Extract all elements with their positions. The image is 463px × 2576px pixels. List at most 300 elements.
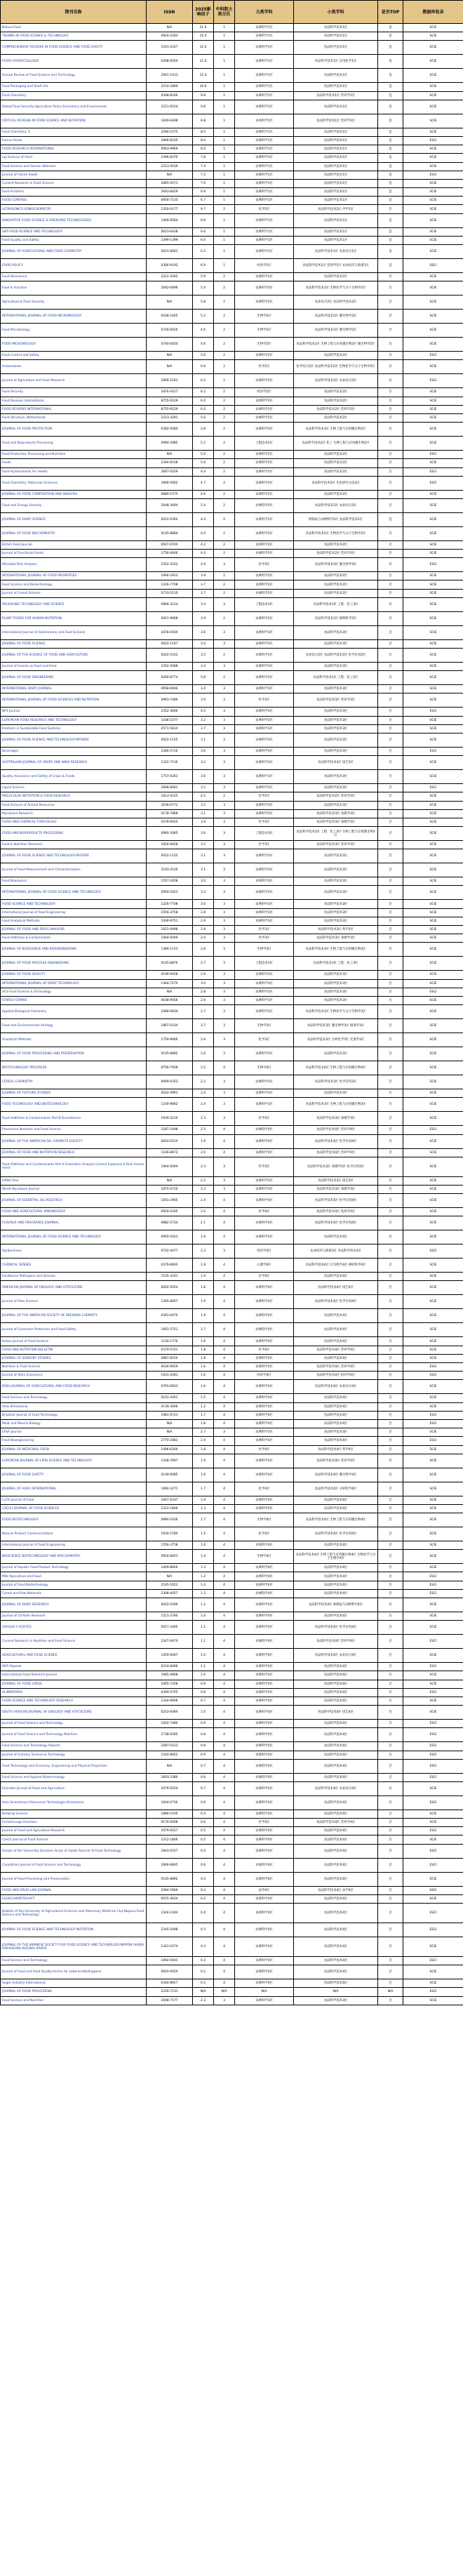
impact-factor-cell: 1.8 bbox=[193, 1281, 214, 1295]
subcategory-cell: 食品科学技术3区 bbox=[294, 685, 378, 693]
subcategory-cell: 食品科学技术1区 bbox=[294, 136, 378, 145]
table-row bbox=[1, 1005, 463, 1019]
journal-name-cell: ACS Food Science & Technology bbox=[1, 988, 147, 996]
issn-cell: 0149-6085 bbox=[147, 1468, 193, 1482]
top-flag-cell: 否 bbox=[378, 1923, 403, 1937]
quartile-cell: 4 bbox=[214, 1337, 235, 1346]
major-category-cell: 农林科学3区 bbox=[235, 1428, 294, 1437]
quartile-cell: 3 bbox=[214, 1033, 235, 1047]
database-cell: ESCI bbox=[403, 1126, 463, 1134]
major-category-cell: 农林科学3区 bbox=[235, 917, 294, 925]
database-cell: SCIE bbox=[403, 877, 463, 886]
major-category-cell: 农林科学3区 bbox=[235, 1185, 294, 1193]
top-flag-cell: 否 bbox=[378, 1827, 403, 1835]
quartile-cell: 2 bbox=[214, 374, 235, 388]
quartile-cell: 4 bbox=[214, 1572, 235, 1581]
quartile-cell: 4 bbox=[214, 1194, 235, 1208]
top-flag-cell: 否 bbox=[378, 1230, 403, 1244]
database-cell: ESCI bbox=[403, 1957, 463, 1965]
subcategory-cell: 食品科学技术1区 bbox=[294, 128, 378, 136]
subcategory-cell: 食品科学技术4区 bbox=[294, 1680, 378, 1688]
journal-name-cell: World Mycotoxin Journal bbox=[1, 1185, 147, 1193]
quartile-cell: 2 bbox=[214, 338, 235, 352]
major-category-cell: 农林科学4区 bbox=[235, 1844, 294, 1858]
major-category-cell: 农林科学4区 bbox=[235, 1126, 294, 1134]
quartile-cell: 2 bbox=[214, 360, 235, 374]
top-flag-cell: 否 bbox=[378, 1005, 403, 1019]
column-header-issn: ISSN bbox=[147, 1, 193, 24]
table-row bbox=[1, 388, 463, 397]
major-category-cell: 农林科学3区 bbox=[235, 863, 294, 877]
database-cell: SCIE bbox=[403, 625, 463, 639]
top-flag-cell: 否 bbox=[378, 1663, 403, 1671]
table-row bbox=[1, 1281, 463, 1295]
subcategory-cell: 食品科学技术1区 bbox=[294, 227, 378, 236]
quartile-cell: 4 bbox=[214, 1372, 235, 1380]
subcategory-cell: 食品科学技术4区 bbox=[294, 1589, 378, 1598]
top-flag-cell: 否 bbox=[378, 818, 403, 826]
impact-factor-cell: 4.2 bbox=[193, 540, 214, 549]
issn-cell: 2213-4530 bbox=[147, 162, 193, 171]
quartile-cell: 3 bbox=[214, 685, 235, 693]
quartile-cell: 2 bbox=[214, 526, 235, 540]
impact-factor-cell: 5.0 bbox=[193, 459, 214, 467]
quartile-cell: 2 bbox=[214, 476, 235, 490]
subcategory-cell: 食品科学技术2区 声学1区 bbox=[294, 205, 378, 213]
impact-factor-cell: 1.9 bbox=[193, 1273, 214, 1281]
subcategory-cell: 食品科学技术4区 营养学4区 bbox=[294, 1454, 378, 1468]
quartile-cell: 2 bbox=[214, 451, 235, 459]
top-flag-cell: 是 bbox=[378, 227, 403, 236]
table-row bbox=[1, 205, 463, 213]
database-cell: ESCI bbox=[403, 1923, 463, 1937]
top-flag-cell: 是 bbox=[378, 188, 403, 197]
top-flag-cell: 否 bbox=[378, 360, 403, 374]
issn-cell: 0278-6915 bbox=[147, 818, 193, 826]
subcategory-cell: 食品科学技术2区 营养学2区 bbox=[294, 405, 378, 413]
top-flag-cell: 否 bbox=[378, 1541, 403, 1550]
impact-factor-cell: 2.9 bbox=[193, 934, 214, 943]
subcategory-cell: 食品科学技术3区 bbox=[294, 1996, 378, 2005]
journal-name-cell: Frontiers in Sustainable Food Systems bbox=[1, 724, 147, 733]
quartile-cell: 4 bbox=[214, 1541, 235, 1550]
issn-cell: 8756-7938 bbox=[147, 1061, 193, 1075]
major-category-cell: 医学2区 bbox=[235, 360, 294, 374]
database-cell: SCIE bbox=[403, 809, 463, 818]
issn-cell: 0308-8146 bbox=[147, 91, 193, 100]
subcategory-cell: 食品科学技术4区 bbox=[294, 1795, 378, 1810]
database-cell: SCIE bbox=[403, 1550, 463, 1564]
quartile-cell: 4 bbox=[214, 1827, 235, 1835]
impact-factor-cell: 10.6 bbox=[193, 83, 214, 91]
impact-factor-cell: 2.5 bbox=[193, 1061, 214, 1075]
issn-cell: 0002-9254 bbox=[147, 1281, 193, 1295]
subcategory-cell: 食品科学技术3区 营养学3区 bbox=[294, 841, 378, 849]
table-row bbox=[1, 1795, 463, 1810]
impact-factor-cell: 2.4 bbox=[193, 1194, 214, 1208]
database-cell: SCIE bbox=[403, 205, 463, 213]
quartile-cell: 4 bbox=[214, 1527, 235, 1541]
subcategory-cell: 食品科学技术3区 生物工程与应用微生物3区 bbox=[294, 1098, 378, 1112]
major-category-cell: 农林科学3区 bbox=[235, 886, 294, 900]
journal-name-cell: JOURNAL OF FOOD COMPOSITION AND ANALYSIS bbox=[1, 490, 147, 498]
table-row bbox=[1, 397, 463, 405]
quartile-cell: 3 bbox=[214, 693, 235, 708]
issn-cell: 0021-8561 bbox=[147, 245, 193, 259]
issn-cell: 0890-5436 bbox=[147, 1513, 193, 1527]
major-category-cell: 农林科学2区 bbox=[235, 572, 294, 580]
issn-cell: 2212-4292 bbox=[147, 273, 193, 281]
quartile-cell: 1 bbox=[214, 227, 235, 236]
impact-factor-cell: 4.6 bbox=[193, 338, 214, 352]
major-category-cell: 农林科学1区 bbox=[235, 32, 294, 41]
database-cell: SCIE bbox=[403, 827, 463, 841]
impact-factor-cell: 15.4 bbox=[193, 32, 214, 41]
quartile-cell: 2 bbox=[214, 281, 235, 296]
impact-factor-cell: 3.7 bbox=[193, 724, 214, 733]
quartile-cell: 3 bbox=[214, 1176, 235, 1185]
database-cell: SCIE bbox=[403, 1281, 463, 1295]
database-cell: SCIE bbox=[403, 154, 463, 162]
top-flag-cell: 否 bbox=[378, 1550, 403, 1564]
impact-factor-cell: 9.8 bbox=[193, 91, 214, 100]
issn-cell: N/A bbox=[147, 1759, 193, 1773]
impact-factor-cell: 0.6 bbox=[193, 1795, 214, 1810]
issn-cell: 0022-0302 bbox=[147, 512, 193, 526]
impact-factor-cell: 1.0 bbox=[193, 1649, 214, 1663]
database-cell: SCIE bbox=[403, 1541, 463, 1550]
table-row bbox=[1, 1564, 463, 1572]
subcategory-cell: 食品科学技术1区 营养学1区 bbox=[294, 114, 378, 128]
top-flag-cell: 否 bbox=[378, 1134, 403, 1148]
database-cell: SCIE bbox=[403, 1047, 463, 1061]
database-cell: SCIE bbox=[403, 1671, 463, 1680]
major-category-cell: 农林科学2区 bbox=[235, 397, 294, 405]
subcategory-cell: 食品科学技术1区 bbox=[294, 236, 378, 244]
table-row bbox=[1, 83, 463, 91]
table-row bbox=[1, 611, 463, 625]
quartile-cell: 4 bbox=[214, 1230, 235, 1244]
issn-cell: 1344-6606 bbox=[147, 1697, 193, 1705]
journal-name-cell: INNOVATIVE FOOD SCIENCE & EMERGING TECHNOLOGIES bbox=[1, 213, 147, 227]
table-row bbox=[1, 693, 463, 708]
journal-name-cell: Food Science and Technology bbox=[1, 1957, 147, 1965]
major-category-cell: 农林科学4区 bbox=[235, 1957, 294, 1965]
quartile-cell: 4 bbox=[214, 1061, 235, 1075]
quartile-cell: 2 bbox=[214, 490, 235, 498]
issn-cell: 0963-7486 bbox=[147, 693, 193, 708]
journal-name-cell: Journal of Food Processing and Preservation bbox=[1, 1872, 147, 1886]
database-cell: ESCI bbox=[403, 1759, 463, 1773]
issn-cell: 0022-1155 bbox=[147, 733, 193, 747]
major-category-cell: 农林科学3区 bbox=[235, 1996, 294, 2005]
database-cell: SCIE bbox=[403, 685, 463, 693]
journal-name-cell: Food Control and Safety bbox=[1, 352, 147, 360]
top-flag-cell: 否 bbox=[378, 1208, 403, 1216]
top-flag-cell: 否 bbox=[378, 1402, 403, 1411]
impact-factor-cell: 3.1 bbox=[193, 733, 214, 747]
database-cell: ESCI bbox=[403, 1663, 463, 1671]
major-category-cell: 农林科学4区 bbox=[235, 1230, 294, 1244]
database-cell: SCIE bbox=[403, 423, 463, 437]
table-row bbox=[1, 558, 463, 572]
major-category-cell: 农林科学4区 bbox=[235, 1680, 294, 1688]
quartile-cell: 2 bbox=[214, 589, 235, 597]
major-category-cell: 农林科学4区 bbox=[235, 1621, 294, 1635]
quartile-cell: 1 bbox=[214, 100, 235, 114]
top-flag-cell: 是 bbox=[378, 91, 403, 100]
issn-cell: 1535-3141 bbox=[147, 1273, 193, 1281]
subcategory-cell: 食品科学技术4区 bbox=[294, 1957, 378, 1965]
major-category-cell: 农林科学4区 bbox=[235, 1923, 294, 1937]
journal-name-cell: Food Science and Technology bbox=[1, 1394, 147, 1402]
subcategory-cell: 食品科学技术1区 bbox=[294, 83, 378, 91]
quartile-cell: 4 bbox=[214, 1728, 235, 1742]
journal-name-cell: CZECH JOURNAL OF FOOD SCIENCES bbox=[1, 1504, 147, 1513]
table-row bbox=[1, 32, 463, 41]
database-cell: ESCI bbox=[403, 1751, 463, 1759]
subcategory-cell: 食品科学技术3区 毒理学3区 化学应用3区 bbox=[294, 1157, 378, 1176]
major-category-cell: 农林科学4区 bbox=[235, 1635, 294, 1649]
impact-factor-cell: 3.7 bbox=[193, 580, 214, 589]
impact-factor-cell: 5.2 bbox=[193, 437, 214, 451]
issn-cell: 0034-6659 bbox=[147, 1363, 193, 1372]
journal-name-cell: JOURNAL OF FOOD AND DRUG ANALYSIS bbox=[1, 926, 147, 934]
subcategory-cell: 食品科学技术1区 bbox=[294, 154, 378, 162]
impact-factor-cell: 0.3 bbox=[193, 1937, 214, 1957]
top-flag-cell: 否 bbox=[378, 1635, 403, 1649]
database-cell: SCIE bbox=[403, 943, 463, 957]
subcategory-cell: 食品科学技术4区 bbox=[294, 1564, 378, 1572]
journal-name-cell: FOOD TECHNOLOGY AND BIOTECHNOLOGY bbox=[1, 1098, 147, 1112]
subcategory-cell: 食品科学技术4区 bbox=[294, 1572, 378, 1581]
major-category-cell: 经济学3区 bbox=[235, 1244, 294, 1259]
issn-cell: 1511-2780 bbox=[147, 1612, 193, 1621]
issn-cell: 2345-5098 bbox=[147, 1923, 193, 1937]
major-category-cell: 生物学3区 bbox=[235, 943, 294, 957]
journal-name-cell: Analytical Methods bbox=[1, 1033, 147, 1047]
quartile-cell: 3 bbox=[214, 756, 235, 770]
issn-cell: 0963-9969 bbox=[147, 145, 193, 154]
issn-cell: 1931-4361 bbox=[147, 1372, 193, 1380]
subcategory-cell: 食品科学技术2区 bbox=[294, 413, 378, 422]
impact-factor-cell: 11.0 bbox=[193, 55, 214, 69]
journal-name-cell: Food Reviews International bbox=[1, 397, 147, 405]
major-category-cell: 农林科学1区 bbox=[235, 227, 294, 236]
journal-name-cell: Food Production Processing and Nutrition bbox=[1, 451, 147, 459]
issn-cell: 2211-9124 bbox=[147, 100, 193, 114]
subcategory-cell: 食品科学技术4区 bbox=[294, 1402, 378, 1411]
issn-cell: 1049-8850 bbox=[147, 1564, 193, 1572]
table-row bbox=[1, 405, 463, 413]
journal-name-cell: Journal of Wine Economics bbox=[1, 1372, 147, 1380]
impact-factor-cell: 0.6 bbox=[193, 1858, 214, 1872]
issn-cell: 0882-5734 bbox=[147, 1216, 193, 1230]
table-row bbox=[1, 1454, 463, 1468]
subcategory-cell: 食品科学技术1区 bbox=[294, 41, 378, 55]
issn-cell: 2590-1575 bbox=[147, 128, 193, 136]
table-row bbox=[1, 490, 463, 498]
database-cell: SCIE bbox=[403, 1937, 463, 1957]
quartile-cell: 4 bbox=[214, 1663, 235, 1671]
impact-factor-cell: 0.4 bbox=[193, 1844, 214, 1858]
database-cell: SSCI bbox=[403, 1372, 463, 1380]
table-row bbox=[1, 128, 463, 136]
subcategory-cell: 食品科学技术2区 bbox=[294, 467, 378, 476]
table-row bbox=[1, 1482, 463, 1496]
database-cell: SCIE bbox=[403, 1612, 463, 1621]
database-cell: ESCI bbox=[403, 1728, 463, 1742]
subcategory-cell: 食品科学技术4区 bbox=[294, 1810, 378, 1818]
subcategory-cell: 食品科学技术4区 生物工程与应用微生物4区 bbox=[294, 1513, 378, 1527]
database-cell: SCIE bbox=[403, 1098, 463, 1112]
quartile-cell: 4 bbox=[214, 1937, 235, 1957]
subcategory-cell: 食品科学技术3区 生物化学与分子生物学3区 bbox=[294, 1005, 378, 1019]
major-category-cell: 农林科学1区 bbox=[235, 245, 294, 259]
impact-factor-cell: 1.0 bbox=[193, 1706, 214, 1720]
impact-factor-cell: 6.0 bbox=[193, 397, 214, 405]
issn-cell: 1389-1723 bbox=[147, 943, 193, 957]
journal-name-cell: Emirates Journal of Food and Agriculture bbox=[1, 1781, 147, 1795]
major-category-cell: 农林科学4区 bbox=[235, 1858, 294, 1872]
top-flag-cell: 否 bbox=[378, 1380, 403, 1394]
major-category-cell: 农林科学1区 bbox=[235, 128, 294, 136]
database-cell: ESCI bbox=[403, 1411, 463, 1419]
journal-name-cell: ALIMENTARIA bbox=[1, 1688, 147, 1697]
impact-factor-cell: 1.0 bbox=[193, 1612, 214, 1621]
issn-cell: 1322-7130 bbox=[147, 756, 193, 770]
impact-factor-cell: 5.6 bbox=[193, 352, 214, 360]
quartile-cell: 2 bbox=[214, 671, 235, 685]
subcategory-cell: 食品科学技术1区 bbox=[294, 179, 378, 187]
database-cell: SCIE bbox=[403, 100, 463, 114]
impact-factor-cell: 0.5 bbox=[193, 1827, 214, 1835]
top-flag-cell: 否 bbox=[378, 1482, 403, 1496]
column-header-cas-quartile: 中科院大类分区 bbox=[214, 1, 235, 24]
issn-cell: 0300-5755 bbox=[147, 1688, 193, 1697]
quartile-cell: 1 bbox=[214, 41, 235, 55]
major-category-cell: 农林科学4区 bbox=[235, 1759, 294, 1773]
issn-cell: 1065-7258 bbox=[147, 1680, 193, 1688]
quartile-cell: 3 bbox=[214, 770, 235, 784]
issn-cell: 1541-4337 bbox=[147, 41, 193, 55]
top-flag-cell: 否 bbox=[378, 1751, 403, 1759]
database-cell: SCIE bbox=[403, 388, 463, 397]
issn-cell: 1878-450X bbox=[147, 625, 193, 639]
major-category-cell: 农林科学3区 bbox=[235, 971, 294, 979]
top-flag-cell: 否 bbox=[378, 708, 403, 716]
major-category-cell: 农林科学4区 bbox=[235, 1380, 294, 1394]
journal-name-cell: Agriculture & Food Security bbox=[1, 296, 147, 310]
issn-cell: 2571-581X bbox=[147, 724, 193, 733]
major-category-cell: 农林科学4区 bbox=[235, 1589, 294, 1598]
table-row bbox=[1, 540, 463, 549]
subcategory-cell: 食品科学技术4区 bbox=[294, 1504, 378, 1513]
impact-factor-cell: 6.2 bbox=[193, 245, 214, 259]
table-row bbox=[1, 979, 463, 988]
database-cell: SCIE bbox=[403, 957, 463, 971]
subcategory-cell: 食品科学技术3区 bbox=[294, 784, 378, 792]
journal-name-cell: FOOD AND AGRICULTURAL IMMUNOLOGY bbox=[1, 1208, 147, 1216]
table-row bbox=[1, 374, 463, 388]
top-flag-cell: 否 bbox=[378, 1572, 403, 1581]
top-flag-cell: 否 bbox=[378, 1795, 403, 1810]
subcategory-cell: 食品科学技术4区 药学4区 bbox=[294, 1445, 378, 1454]
table-row bbox=[1, 1230, 463, 1244]
subcategory-cell: 食品科学技术3区 园艺3区 bbox=[294, 756, 378, 770]
database-cell: ESCI bbox=[403, 1904, 463, 1923]
impact-factor-cell: 0.2 bbox=[193, 1965, 214, 1979]
database-cell: SCIE bbox=[403, 649, 463, 663]
database-cell: ESCI bbox=[403, 476, 463, 490]
subcategory-cell: 食品科学技术2区 bbox=[294, 352, 378, 360]
issn-cell: 0038-9056 bbox=[147, 996, 193, 1004]
issn-cell: 1466-8564 bbox=[147, 213, 193, 227]
table-row bbox=[1, 589, 463, 597]
database-cell: SCIE bbox=[403, 1323, 463, 1337]
major-category-cell: 农林科学3区 bbox=[235, 1075, 294, 1089]
table-row bbox=[1, 926, 463, 934]
journal-name-cell: Journal of Oil Palm Research bbox=[1, 1612, 147, 1621]
top-flag-cell: 否 bbox=[378, 1194, 403, 1208]
table-row bbox=[1, 1996, 463, 2005]
database-cell: SCIE bbox=[403, 1005, 463, 1019]
journal-name-cell: Food Science of Animal Resources bbox=[1, 801, 147, 809]
major-category-cell: 农林科学2区 bbox=[235, 649, 294, 663]
quartile-cell: 4 bbox=[214, 1697, 235, 1705]
journal-name-cell: FOOD AND NUTRITION BULLETIN bbox=[1, 1346, 147, 1354]
issn-cell: 0921-9668 bbox=[147, 611, 193, 625]
table-row bbox=[1, 1697, 463, 1705]
journal-name-cell: Food and Energy Security bbox=[1, 498, 147, 512]
subcategory-cell: 食品科学技术3区 bbox=[294, 801, 378, 809]
quartile-cell: 4 bbox=[214, 1550, 235, 1564]
database-cell: ESCI bbox=[403, 1988, 463, 1996]
major-category-cell: 农林科学4区 bbox=[235, 1965, 294, 1979]
impact-factor-cell: 0.2 bbox=[193, 1894, 214, 1903]
database-cell: SCIE bbox=[403, 162, 463, 171]
journal-name-cell: FOOD MICROBIOLOGY bbox=[1, 338, 147, 352]
impact-factor-cell: 7.4 bbox=[193, 162, 214, 171]
impact-factor-cell: 2.4 bbox=[193, 1098, 214, 1112]
quartile-cell: 4 bbox=[214, 1773, 235, 1781]
impact-factor-cell: 7.2 bbox=[193, 171, 214, 179]
subcategory-cell: 食品科学技术3区 生物工程与应用微生物2区 bbox=[294, 423, 378, 437]
subcategory-cell: 食品科学技术1区 bbox=[294, 100, 378, 114]
subcategory-cell: 食品科学技术2区 工程：化工2区 bbox=[294, 671, 378, 685]
impact-factor-cell: 0.3 bbox=[193, 1957, 214, 1965]
major-category-cell: 农林科学2区 bbox=[235, 281, 294, 296]
database-cell: SCIE bbox=[403, 1216, 463, 1230]
impact-factor-cell: 6.2 bbox=[193, 388, 214, 397]
issn-cell: 2287-1098 bbox=[147, 1126, 193, 1134]
table-row bbox=[1, 467, 463, 476]
database-cell: SCIE bbox=[403, 1194, 463, 1208]
journal-name-cell: EUROPEAN JOURNAL OF LIPID SCIENCE AND TECHNOLOGY bbox=[1, 1454, 147, 1468]
journal-name-cell: AGRICULTURAL AND FOOD SCIENCE bbox=[1, 1649, 147, 1663]
table-row bbox=[1, 1513, 463, 1527]
impact-factor-cell: 2.8 bbox=[193, 943, 214, 957]
top-flag-cell: 否 bbox=[378, 908, 403, 917]
major-category-cell: 医学3区 bbox=[235, 693, 294, 708]
database-cell: SCIE bbox=[403, 926, 463, 934]
issn-cell: 1364-727X bbox=[147, 979, 193, 988]
subcategory-cell: 食品科学技术4区 bbox=[294, 1728, 378, 1742]
journal-name-cell: Milk Agriculture and Food bbox=[1, 1572, 147, 1581]
quartile-cell: 2 bbox=[214, 423, 235, 437]
top-flag-cell: 否 bbox=[378, 756, 403, 770]
table-row bbox=[1, 526, 463, 540]
